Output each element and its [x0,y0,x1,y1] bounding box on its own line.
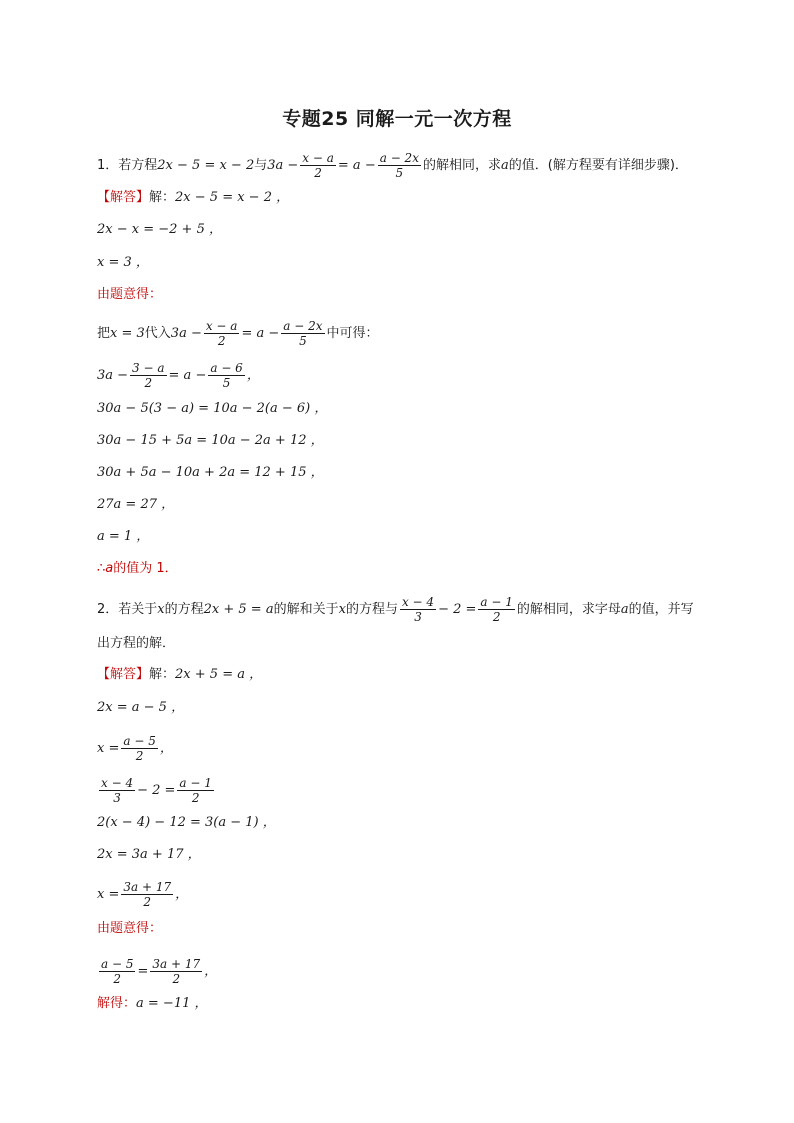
s1-l5-f2-numerator: a − 2x [283,319,323,333]
q2-f2-denominator: 2 [492,610,501,624]
s2-l9-fraction-2 [150,957,202,986]
s1-step-7: 30a − 5(3 − a) = 10a − 2(a − 6) ， [97,401,328,416]
q2-var-x-2: x [338,601,346,617]
s1-line-1 [97,189,734,207]
s2-l7-numerator: 3a + 17 [123,880,172,894]
answer-label-2: 【解答】 [97,667,150,682]
s1-l6-f2-denominator: 5 [222,376,231,390]
s2-l7-fraction [121,880,173,909]
q2-expr-h: − 2 = [438,601,477,617]
s2-l9-fraction-1 [99,957,135,986]
q1-var-a: a [500,157,509,173]
s1-l5-expr-d: 3a − [170,325,202,341]
s2-l4-f1-numerator: x − 4 [101,776,134,790]
s1-l6-f1-numerator: 3 − a [132,361,165,375]
s2-step-3 [97,734,734,763]
s2-step-6: 2x = 3a + 17 ， [97,847,201,862]
s2-step-9 [97,957,734,986]
s1-l5-f1-denominator: 2 [217,334,226,348]
s2-step-5: 2(x − 4) − 12 = 3(a − 1) ， [97,815,276,830]
s2-l4-fraction-1 [99,776,135,805]
q1-eq2-mid: = a − [337,157,376,173]
s2-l9-f1-denominator: 2 [113,972,122,986]
s1-step-10: 27a = 27 ， [97,497,175,512]
s1-l6-fraction-2 [208,361,244,390]
s1-step-1: 2x − 5 = x − 2 ， [175,190,290,205]
s1-l5-expr-b: x = 3 [110,325,145,341]
s1-step-11: a = 1 ， [97,529,150,544]
s2-step-8: 由题意得： [97,921,163,936]
question-2 [97,595,734,624]
q2-fraction-2 [478,595,514,624]
s2-l3-denominator: 2 [135,749,144,763]
q1-f1-denominator: 2 [314,166,322,180]
s1-l6-f2-numerator: a − 6 [210,361,243,375]
s1-step-6 [97,361,734,390]
q2-text-c: 的方程 [164,601,204,617]
s1-conclusion-text: 的值为 1． [113,561,178,576]
s2-step-2: 2x = a − 5 ， [97,700,185,715]
q2-text-e: 的解和关于 [273,601,339,617]
q1-f2-denominator: 5 [395,166,404,180]
q1-fraction-1 [300,151,336,180]
s2-l7-comma: ， [175,886,189,902]
q1-text-i: 的值．(解方程要有详细步骤)． [508,157,688,173]
s2-jie: 解： [149,667,176,682]
s2-l9-f2-denominator: 2 [172,972,181,986]
s2-l4-f1-denominator: 3 [113,791,121,805]
s1-l5-f1-numerator: x − a [205,319,238,333]
s1-l5-expr-e: = a − [241,325,280,341]
s2-line-1 [97,666,734,684]
s2-step-10 [97,995,734,1013]
s2-l10-result: a = −11 ， [136,996,208,1011]
s2-l3-fraction [121,734,157,763]
s2-l9-f2-numerator: 3a + 17 [152,957,201,971]
s1-l6-expr-b: = a − [168,367,207,383]
s1-l5-fraction-1 [204,319,240,348]
s2-l3-expr: x = [97,740,120,756]
q1-eq2-left: 3a − [267,157,299,173]
q2-f2-numerator: a − 1 [480,595,513,609]
therefore-symbol: ∴ [97,561,106,576]
s1-l6-comma: ， [246,367,260,383]
s1-step-8: 30a − 15 + 5a = 10a − 2a + 12 ， [97,433,324,448]
s1-l6-expr-a: 3a − [97,367,129,383]
q1-text-c: 与 [254,157,268,173]
q1-f1-numerator: x − a [302,151,334,165]
s1-conclusion [97,560,734,578]
s1-l6-f1-denominator: 2 [144,376,153,390]
s2-l9-equals: = [137,963,149,979]
q2-fraction-1 [400,595,436,624]
s2-l7-expr: x = [97,886,120,902]
question-1 [97,151,734,180]
s2-l4-fraction-2 [177,776,213,805]
q2-text-k: 的值，并写 [628,601,694,617]
q2-f1-numerator: x − 4 [401,595,435,609]
q2-equation-1: 2x + 5 = a [203,601,274,617]
s1-l5-f2-denominator: 5 [299,334,307,348]
s1-step-3: x = 3 ， [97,255,149,270]
s2-l4-f2-numerator: a − 1 [179,776,212,790]
s2-l4-f2-denominator: 2 [191,791,200,805]
s2-step-7 [97,880,734,909]
s1-step-4: 由题意得： [97,287,163,302]
s1-step-9: 30a + 5a − 10a + 2a = 12 + 15 ， [97,465,324,480]
q2-var-a: a [620,601,629,617]
s2-l7-denominator: 2 [143,895,152,909]
q1-text-g: 的解相同，求 [422,157,501,173]
q2-text-a: 2．若关于 [97,601,158,617]
s2-l10-label: 解得： [97,996,137,1011]
s2-step-1: 2x + 5 = a ， [175,667,263,682]
question-2-line-2: 出方程的解． [97,636,176,651]
q2-text-i: 的解相同，求字母 [516,601,621,617]
s1-l5-text-c: 代入 [144,325,171,341]
q2-var-x-1: x [157,601,165,617]
q1-equation-1: 2x − 5 = x − 2 [157,157,255,173]
s1-l5-text-f: 中可得： [326,325,379,341]
s2-l3-comma: ， [159,740,173,756]
q1-fraction-2 [378,151,421,180]
q2-f1-denominator: 3 [414,610,422,624]
s2-step-4 [97,776,734,805]
s1-l6-fraction-1 [130,361,166,390]
s1-l5-text-a: 把 [97,325,111,341]
s1-jie: 解： [149,190,176,205]
s1-l5-fraction-2 [281,319,324,348]
s2-l3-numerator: a − 5 [123,734,156,748]
s2-l9-f1-numerator: a − 5 [101,957,134,971]
q2-text-g: 的方程与 [345,601,398,617]
answer-label: 【解答】 [97,190,150,205]
q1-text-a: 1．若方程 [97,157,158,173]
s1-step-5 [97,319,734,348]
s1-step-2: 2x − x = −2 + 5 ， [97,222,222,237]
s2-l4-expr: − 2 = [137,782,176,798]
page-title: 专题25 同解一元一次方程 [282,108,512,130]
s1-conclusion-var: a [105,561,114,576]
s2-l9-comma: ， [204,963,218,979]
q1-f2-numerator: a − 2x [379,151,419,165]
